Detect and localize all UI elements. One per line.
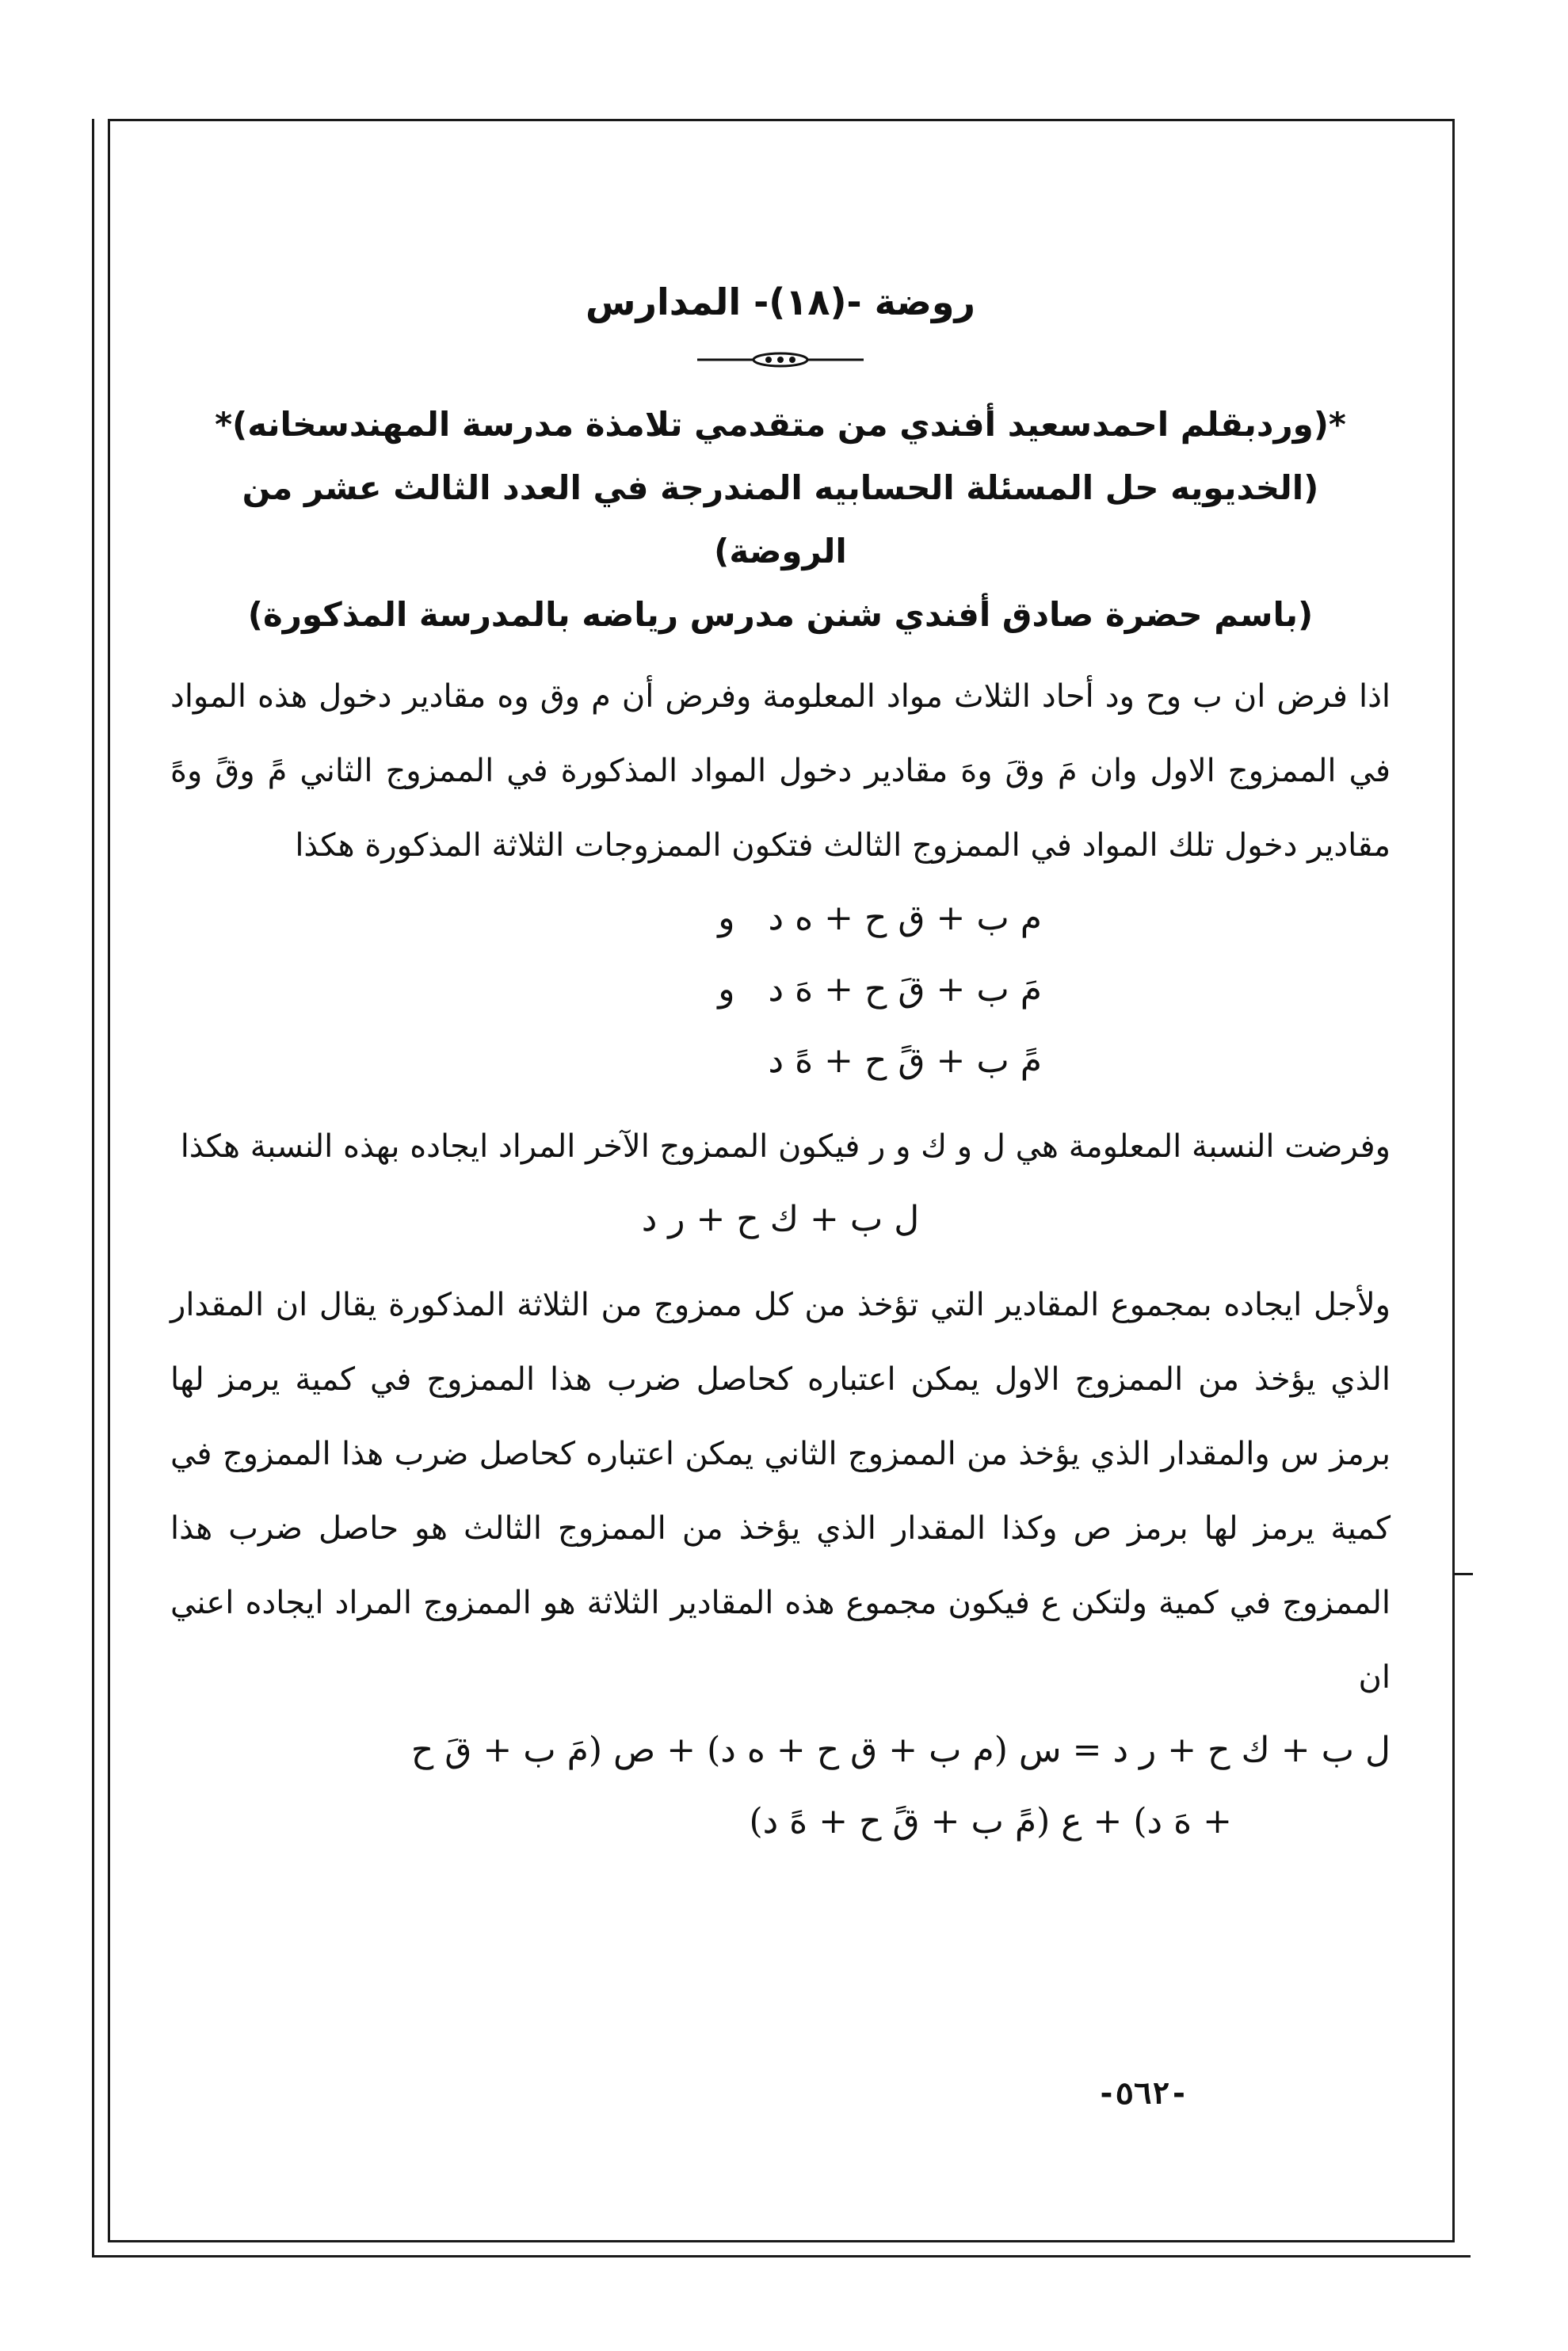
equation-mixture-3: مً ب + قً ح + هً د xyxy=(768,1040,1042,1081)
equation-mixture-1: م ب + ق ح + ه د و xyxy=(718,898,1042,938)
page-content xyxy=(170,261,1391,2163)
page-title: روضة -(١٨)- المدارس xyxy=(585,281,976,323)
heading-dedication: (باسم حضرة صادق أفندي شنن مدرس رياضه بالمدرسة المذكورة) xyxy=(247,595,1314,634)
divider-ornament-icon xyxy=(170,336,1391,384)
heading-author: *(وردبقلم احمدسعيد أفندي من متقدمي تلامذة مدرسة المهندسخانه)* xyxy=(215,405,1346,444)
equation-final-line-2: + هَ د) + ع (مً ب + قً ح + هً د) xyxy=(749,1801,1232,1841)
page-border-bottom xyxy=(92,2255,1471,2257)
paragraph-solution: ولأجل ايجاده بمجموع المقادير التي تؤخذ من كل ممزوج من الثلاثة المذكورة يقال ان المقدار الذي يؤخذ من الممزوج الاول يمكن اعتباره كحاصل ضرب هذا الممزوج في كمية يرمز لها برمز س والمقدار الذي يؤخذ من الممزوج الثاني يمكن اعتباره كحاصل ضرب هذا الممزوج في كمية يرمز لها برمز ص وكذا المقدار الذي يؤخذ من الممزوج الثالث هو حاصل ضرب هذا الممزوج في كمية ولتكن ع فيكون مجموع هذه المقادير الثلاثة هو الممزوج المراد ايجاده اعني ان xyxy=(170,1287,1391,1696)
paragraph-definitions: اذا فرض ان ب وح ود أحاد الثلاث مواد المعلومة وفرض أن م وق وه مقادير دخول هذه المواد في الممزوج الاول وان مَ وقَ وهَ مقادير دخول المواد المذكورة في الممزوج الثاني مً وقً وهً مقادير دخول تلك المواد في الممزوج الثالث فتكون الممزوجات الثلاثة المذكورة هكذا xyxy=(170,678,1391,864)
page-border-left xyxy=(92,119,94,2257)
paragraph-ratio: وفرضت النسبة المعلومة هي ل و ك و ر فيكون الممزوج الآخر المراد ايجاده بهذه النسبة هكذا xyxy=(180,1128,1391,1165)
equation-target-mixture: ل ب + ك ح + ر د xyxy=(641,1199,920,1239)
page-border-tick xyxy=(1454,1573,1473,1575)
page-number: -٥٦٢- xyxy=(1097,2076,1188,2111)
heading-subject: (الخديويه حل المسئلة الحسابيه المندرجة في العدد الثالث عشر من الروضة) xyxy=(242,468,1319,571)
divider-ornament-svg xyxy=(697,351,864,368)
equation-final-line-1: ل ب + ك ح + ر د = س (م ب + ق ح + ه د) + ص (مَ ب + قَ ح xyxy=(410,1730,1391,1770)
equation-mixture-2: مَ ب + قَ ح + هَ د و xyxy=(718,969,1042,1009)
